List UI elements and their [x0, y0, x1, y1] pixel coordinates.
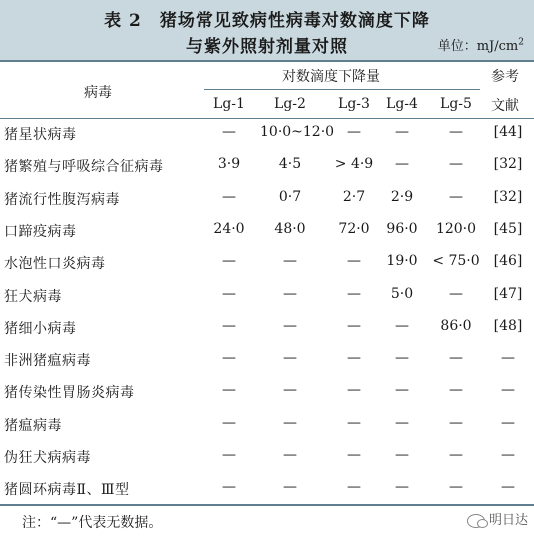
column-header: Lg-5	[440, 96, 472, 112]
header-ref-line2: 文献	[491, 98, 519, 114]
reference: [46]	[493, 253, 523, 270]
table-title-line2: 与紫外照射剂量对照	[186, 37, 348, 57]
column-header: Lg-4	[386, 96, 418, 112]
titer-value: —	[347, 414, 361, 431]
titer-value: 3·9	[217, 156, 241, 173]
titer-value: —	[449, 382, 463, 399]
virus-name: 伪狂犬病病毒	[4, 450, 91, 466]
titer-value: 120·0	[435, 220, 477, 237]
header-group: 对数滴度下降量	[282, 69, 380, 85]
titer-value: 5·0	[390, 285, 414, 302]
titer-value: —	[222, 382, 236, 399]
unit-text: 单位：mJ/cm	[437, 39, 519, 54]
titer-value: —	[283, 479, 297, 496]
virus-name: 猪细小病毒	[4, 320, 77, 337]
column-header: Lg-3	[338, 96, 370, 112]
titer-value: —	[395, 156, 409, 173]
virus-name: 猪瘟病毒	[4, 417, 62, 434]
virus-name: 猪传染性胃肠炎病毒	[4, 385, 135, 402]
reference: [45]	[493, 220, 523, 237]
titer-value: —	[222, 285, 236, 302]
header-bottom-rule	[0, 118, 534, 119]
titer-value: 19·0	[386, 253, 418, 270]
virus-name: 猪繁殖与呼吸综合征病毒	[4, 159, 164, 176]
titer-value: —	[347, 479, 361, 496]
titer-value: —	[283, 414, 297, 431]
titer-value: 4·5	[278, 156, 302, 173]
titer-value: —	[222, 253, 236, 270]
titer-value: —	[449, 124, 463, 140]
titer-value: —	[283, 447, 297, 463]
titer-value: 2·9	[390, 188, 414, 205]
titer-value: —	[449, 188, 463, 205]
virus-name: 口蹄疫病毒	[4, 223, 77, 240]
virus-name: 非洲猪瘟病毒	[4, 353, 91, 370]
reference: —	[501, 414, 515, 431]
titer-value: —	[283, 317, 297, 334]
titer-value: —	[347, 253, 361, 270]
virus-name: 猪圆环病毒Ⅱ、Ⅲ型	[4, 482, 130, 499]
reference: [44]	[493, 124, 523, 140]
column-header: Lg-2	[274, 96, 306, 112]
titer-value: —	[395, 350, 409, 367]
wechat-icon	[467, 514, 485, 528]
watermark	[467, 509, 528, 528]
watermark-text: 明日达	[488, 513, 528, 528]
titer-value: —	[395, 124, 409, 140]
titer-value: —	[222, 447, 236, 463]
table-bottom-rule	[0, 504, 534, 506]
titer-value: —	[222, 479, 236, 496]
titer-value: —	[449, 414, 463, 431]
titer-value: —	[283, 350, 297, 367]
reference: —	[501, 447, 515, 463]
reference: [48]	[493, 317, 523, 334]
header-group-underline	[204, 89, 480, 90]
reference: —	[501, 382, 515, 399]
reference: [47]	[493, 285, 523, 302]
virus-name: 水泡性口炎病毒	[4, 256, 106, 273]
titer-value: —	[283, 382, 297, 399]
header-virus: 病毒	[84, 85, 112, 101]
table-title-line1: 表 2 猪场常见致病性病毒对数滴度下降	[104, 11, 430, 31]
titer-value: —	[449, 447, 463, 463]
titer-value: —	[395, 479, 409, 496]
titer-value: 24·0	[213, 220, 245, 237]
titer-value: —	[347, 350, 361, 367]
titer-value: 72·0	[338, 220, 370, 237]
header-ref-line1: 参考	[491, 69, 519, 85]
reference: [32]	[493, 156, 523, 173]
titer-value: —	[347, 285, 361, 302]
titer-value: 48·0	[274, 220, 306, 237]
titer-value: —	[395, 382, 409, 399]
titer-value: —	[222, 188, 236, 205]
titer-value: —	[449, 479, 463, 496]
titer-value: 2·7	[342, 188, 366, 205]
table-title-band	[0, 0, 534, 62]
reference: —	[501, 479, 515, 496]
reference: [32]	[493, 188, 523, 205]
virus-name: 狂犬病毒	[4, 288, 62, 305]
titer-value: 0·7	[278, 188, 302, 205]
reference: —	[501, 350, 515, 367]
titer-value: 10·0~12·0	[260, 124, 335, 140]
virus-name: 猪星状病毒	[4, 127, 77, 143]
titer-value: —	[283, 285, 297, 302]
titer-value: 86·0	[440, 317, 472, 334]
titer-value: —	[222, 124, 236, 140]
unit-label	[438, 35, 524, 54]
titer-value: —	[449, 350, 463, 367]
titer-value: —	[222, 317, 236, 334]
column-header: Lg-1	[213, 96, 245, 112]
titer-value: —	[395, 414, 409, 431]
titer-value: —	[283, 253, 297, 270]
table-note: 注：“—”代表无数据。	[22, 515, 163, 531]
titer-value: —	[347, 317, 361, 334]
titer-value: —	[395, 317, 409, 334]
titer-value: —	[449, 156, 463, 173]
titer-value: —	[347, 382, 361, 399]
unit-superscript: 2	[518, 37, 524, 48]
titer-value: > 4·9	[334, 156, 374, 173]
titer-value: —	[347, 124, 361, 140]
titer-value: —	[222, 350, 236, 367]
virus-name: 猪流行性腹泻病毒	[4, 191, 120, 208]
titer-value: 96·0	[386, 220, 418, 237]
titer-value: —	[395, 447, 409, 463]
titer-value: < 75·0	[432, 253, 480, 270]
titer-value: —	[449, 285, 463, 302]
titer-value: —	[222, 414, 236, 431]
titer-value: —	[347, 447, 361, 463]
